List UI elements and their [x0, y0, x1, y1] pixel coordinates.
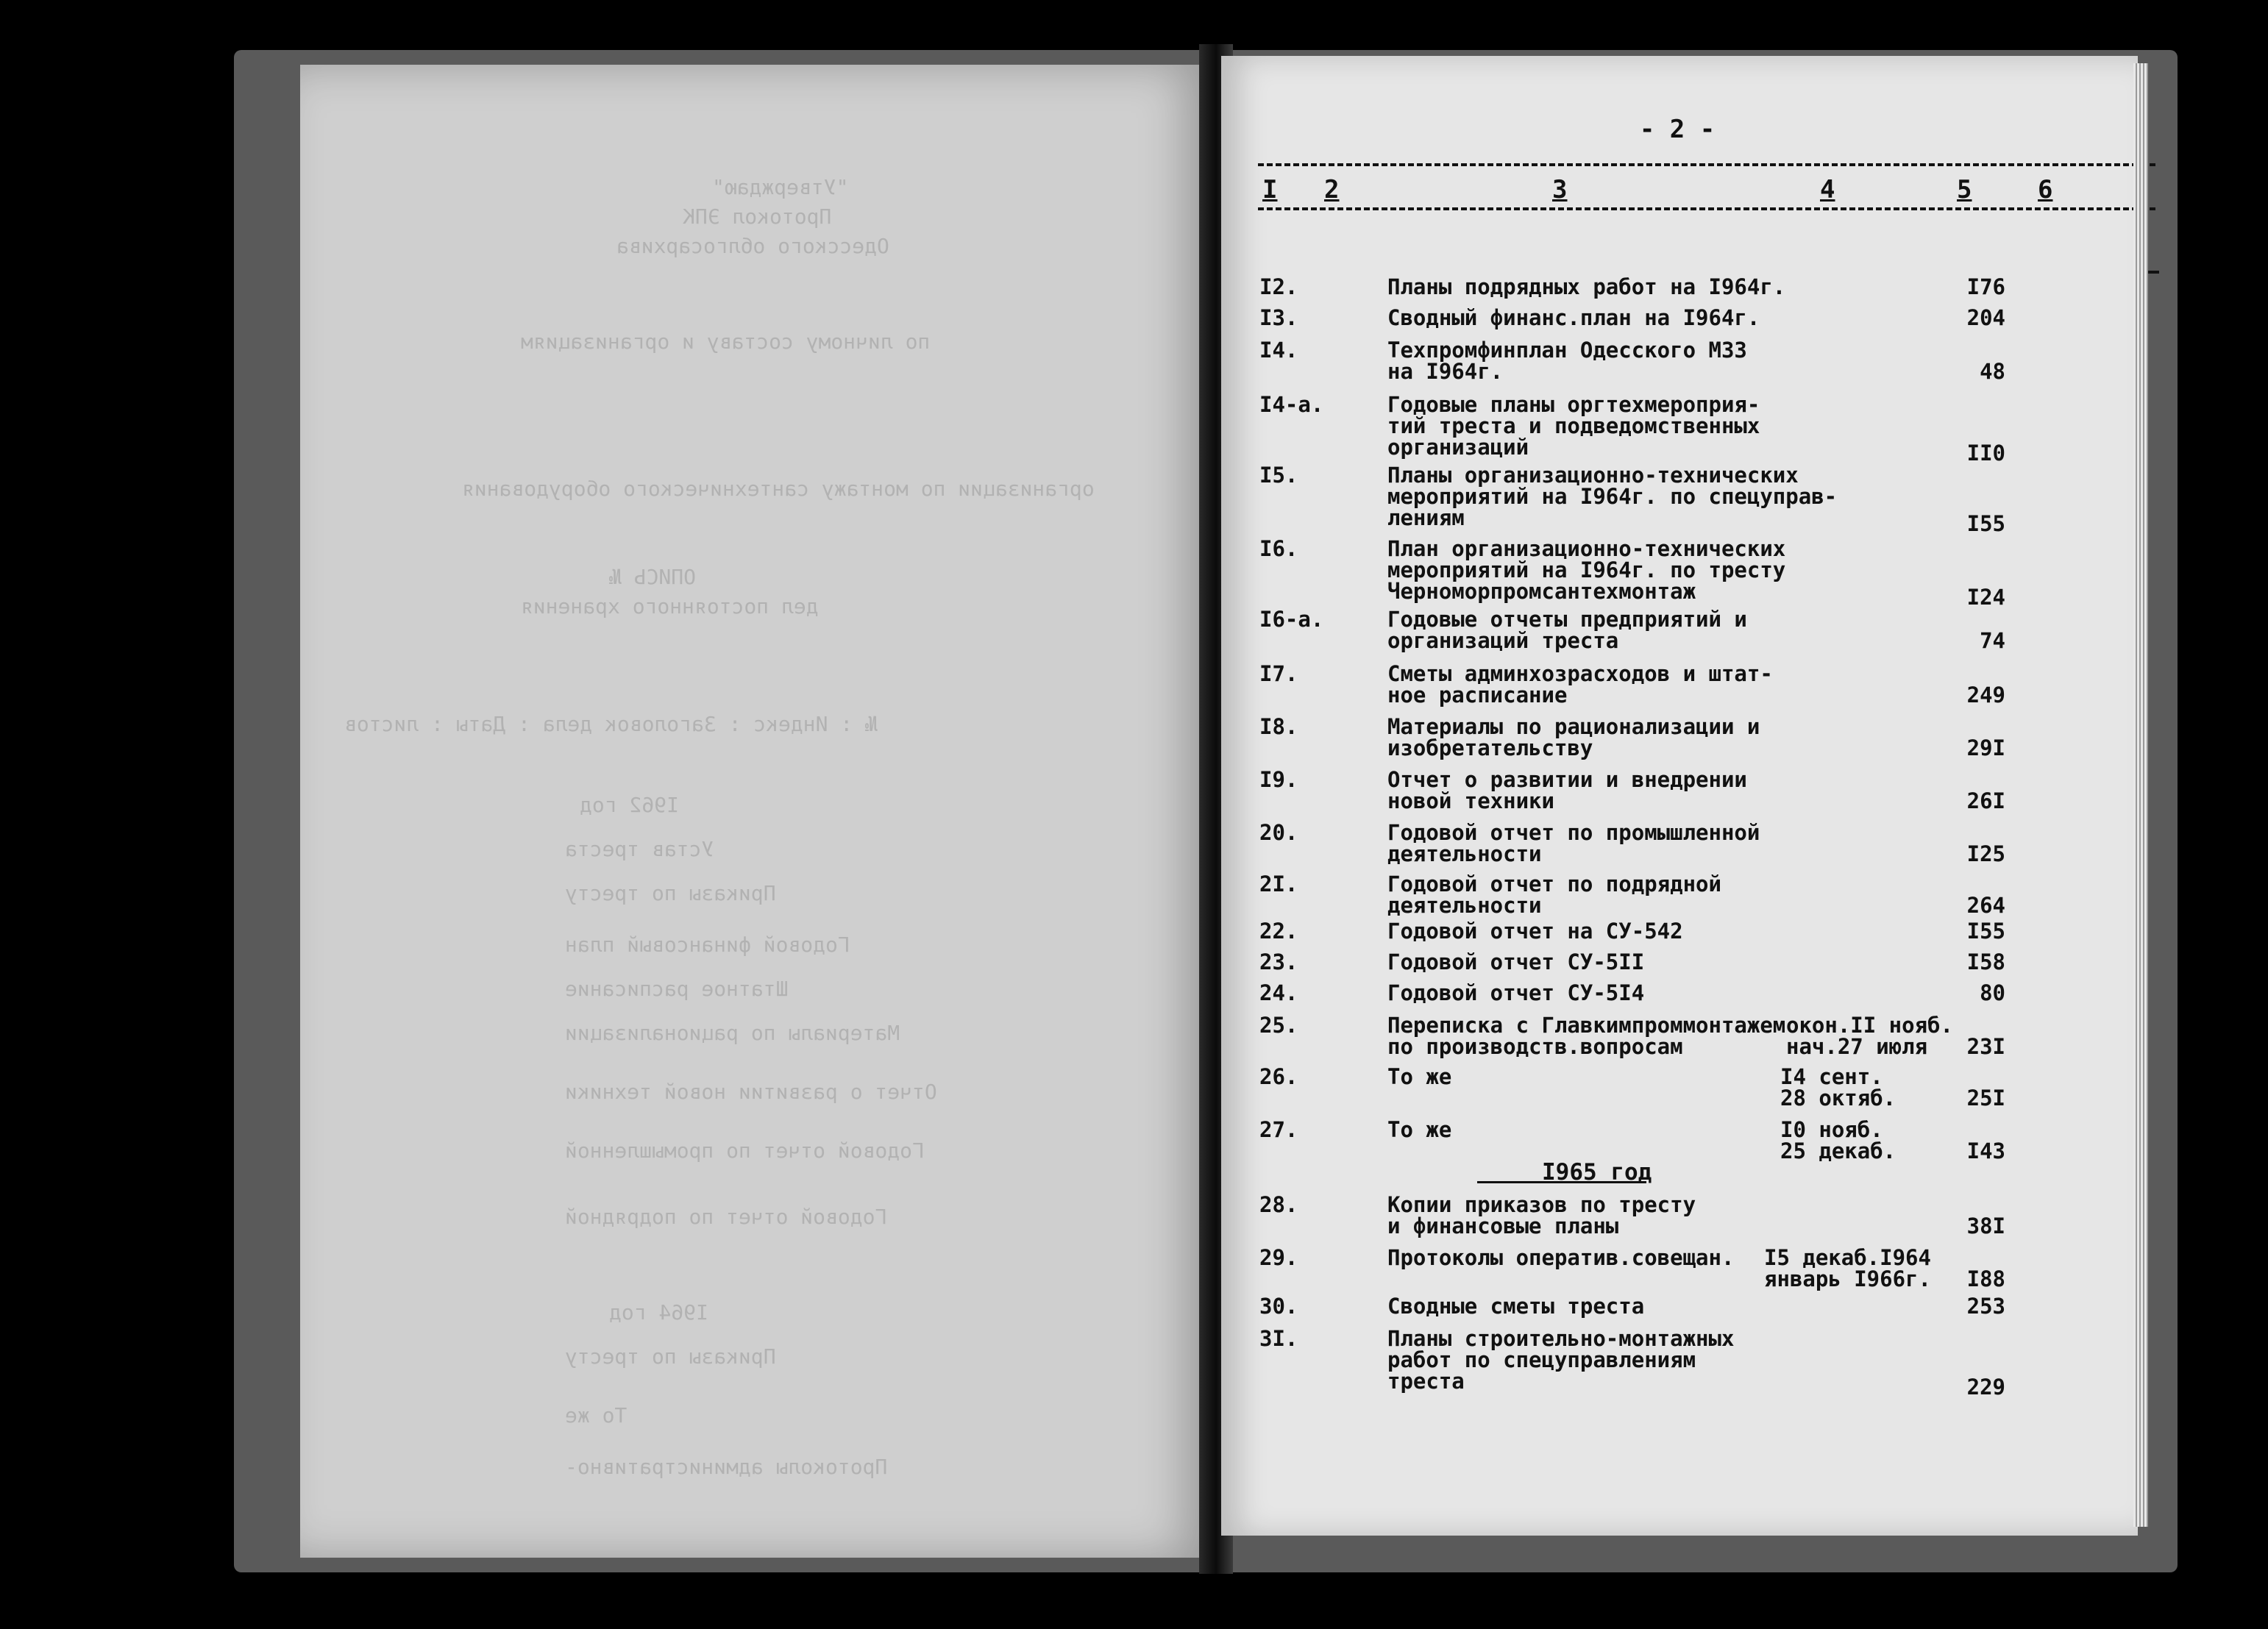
row-title-line: Переписка с Главкимпроммонтажем [1387, 1013, 1786, 1038]
row-number: 20. [1259, 820, 1298, 845]
row-number: I6-а. [1259, 607, 1324, 632]
row-date-line: I5 декаб.I964 [1764, 1245, 1931, 1270]
bleed-through-text: "Утверждаю" Протокол ЭПК Одесского облгосархива по личному составу и организациям организации по монтажу сантехнического оборудования ОПИСЬ № дел постоянного хранения № : Индекс : Заголовок дела : Даты : листов I962 год Устав треста Приказы по тресту Годовой финансовый план Штатное расписание Материалы по рационализации Отчет о развитии новой техники Годовой отчет по промышленной Годовой отчет по подрядной I964 год Приказы по тресту То же Протоколы административно- [344, 175, 1095, 1479]
row-title-line: Годовой отчет СУ-5I4 [1387, 980, 1645, 1005]
row-title-line: мероприятий на I964г. по тресту [1387, 557, 1786, 582]
column-header-4: 4 [1820, 175, 1835, 204]
row-title-line: Планы подрядных работ на I964г. [1387, 274, 1786, 299]
row-sheet-count: 80 [1980, 980, 2005, 1005]
row-date-line: I0 нояб. [1780, 1117, 1883, 1142]
row-number: I9. [1259, 767, 1298, 792]
row-sheet-count: 74 [1980, 628, 2005, 653]
left-page-reverse-side [300, 65, 1206, 1558]
row-sheet-count: 229 [1966, 1375, 2005, 1400]
row-title-line: Годовой отчет на СУ-542 [1387, 919, 1683, 944]
row-title-line: деятельности [1387, 841, 1542, 866]
right-page [1221, 56, 2138, 1536]
row-title-line: лениям [1387, 505, 1465, 530]
row-date-line: I4 сент. [1780, 1064, 1883, 1089]
row-title-line: Отчет о развитии и внедрении [1387, 767, 1747, 792]
row-sheet-count: I55 [1966, 511, 2005, 536]
row-number: 29. [1259, 1245, 1298, 1270]
row-date-line: январь I966г. [1764, 1266, 1931, 1291]
row-title-line: Годовой отчет по подрядной [1387, 871, 1721, 897]
row-title-line: То же [1387, 1064, 1452, 1089]
row-sheet-count: II0 [1966, 441, 2005, 466]
row-sheet-count: 29I [1966, 735, 2005, 760]
row-date-line: окон.II нояб. [1786, 1013, 1953, 1038]
row-title-line: Планы строительно-монтажных [1387, 1326, 1735, 1351]
column-header-2: 2 [1324, 175, 1340, 204]
row-number: I4. [1259, 338, 1298, 363]
row-title-line: Сводный финанс.план на I964г. [1387, 305, 1760, 330]
row-sheet-count: 204 [1966, 305, 2005, 330]
row-title-line: Планы организационно-технических [1387, 463, 1799, 488]
row-sheet-count: I43 [1966, 1138, 2005, 1163]
row-title-line: изобретательству [1387, 735, 1593, 760]
row-title-line: организаций треста [1387, 628, 1619, 653]
row-number: 23. [1259, 949, 1298, 974]
page-number: - 2 - [1639, 115, 1716, 144]
row-title-line: Сметы админхозрасходов и штат- [1387, 661, 1773, 686]
row-number: 22. [1259, 919, 1298, 944]
header-rule-top [1258, 163, 2155, 166]
row-sheet-count: I76 [1966, 274, 2005, 299]
row-title-line: Годовые планы оргтехмероприя- [1387, 392, 1760, 417]
row-title-line: по производств.вопросам [1387, 1034, 1683, 1059]
column-header-5: 5 [1957, 175, 1972, 204]
row-sheet-count: I24 [1966, 585, 2005, 610]
section-year-heading: I965 год [1542, 1159, 1652, 1186]
row-title-line: Протоколы оператив.совещан. [1387, 1245, 1735, 1270]
column-header-1: I [1262, 175, 1278, 204]
row-sheet-count: 38I [1966, 1213, 2005, 1238]
row-date-line: 25 декаб. [1780, 1138, 1896, 1163]
row-sheet-count: I58 [1966, 949, 2005, 974]
row-number: I8. [1259, 714, 1298, 739]
row-title-line: треста [1387, 1369, 1465, 1394]
row-number: I3. [1259, 305, 1298, 330]
row-number: 3I. [1259, 1326, 1298, 1351]
row-title-line: организаций [1387, 435, 1529, 460]
row-sheet-count: 23I [1966, 1034, 2005, 1059]
row-number: I6. [1259, 536, 1298, 561]
row-sheet-count: 48 [1980, 359, 2005, 384]
row-sheet-count: I55 [1966, 919, 2005, 944]
row-sheet-count: I25 [1966, 841, 2005, 866]
row-title-line: новой техники [1387, 788, 1554, 813]
column-header-3: 3 [1552, 175, 1568, 204]
row-title-line: Материалы по рационализации и [1387, 714, 1760, 739]
row-title-line: деятельности [1387, 893, 1542, 918]
row-number: 30. [1259, 1294, 1298, 1319]
row-number: I7. [1259, 661, 1298, 686]
row-date-line: нач.27 июля [1786, 1034, 1928, 1059]
row-sheet-count: I88 [1966, 1266, 2005, 1291]
row-title-line: тий треста и подведомственных [1387, 413, 1760, 438]
row-date-line: 28 октяб. [1780, 1086, 1896, 1111]
row-number: 28. [1259, 1192, 1298, 1217]
row-number: 24. [1259, 980, 1298, 1005]
row-title-line: Годовой отчет СУ-5II [1387, 949, 1645, 974]
row-title-line: Годовой отчет по промышленной [1387, 820, 1760, 845]
header-rule-bottom [1258, 207, 2155, 210]
row-sheet-count: 25I [1966, 1086, 2005, 1111]
row-title-line: работ по спецуправлениям [1387, 1347, 1696, 1372]
row-title-line: Сводные сметы треста [1387, 1294, 1645, 1319]
row-number: 26. [1259, 1064, 1298, 1089]
row-number: 2I. [1259, 871, 1298, 897]
row-title-line: Копии приказов по тресту [1387, 1192, 1696, 1217]
row-number: I5. [1259, 463, 1298, 488]
row-sheet-count: 264 [1966, 893, 2005, 918]
row-title-line: и финансовые планы [1387, 1213, 1619, 1238]
row-sheet-count: 253 [1966, 1294, 2005, 1319]
row-number: I4-а. [1259, 392, 1324, 417]
row-title-line: План организационно-технических [1387, 536, 1786, 561]
row-title-line: мероприятий на I964г. по спецуправ- [1387, 484, 1838, 509]
column-header-6: 6 [2038, 175, 2053, 204]
row-title-line: ное расписание [1387, 682, 1568, 707]
row-title-line: на I964г. [1387, 359, 1504, 384]
page-edges [2133, 63, 2148, 1527]
row-sheet-count: 26I [1966, 788, 2005, 813]
row-number: I2. [1259, 274, 1298, 299]
row-title-line: То же [1387, 1117, 1452, 1142]
row-title-line: Техпромфинплан Одесского МЗЗ [1387, 338, 1747, 363]
row-title-line: Черноморпромсантехмонтаж [1387, 579, 1696, 604]
row-number: 25. [1259, 1013, 1298, 1038]
row-sheet-count: 249 [1966, 682, 2005, 707]
row-title-line: Годовые отчеты предприятий и [1387, 607, 1747, 632]
row-number: 27. [1259, 1117, 1298, 1142]
